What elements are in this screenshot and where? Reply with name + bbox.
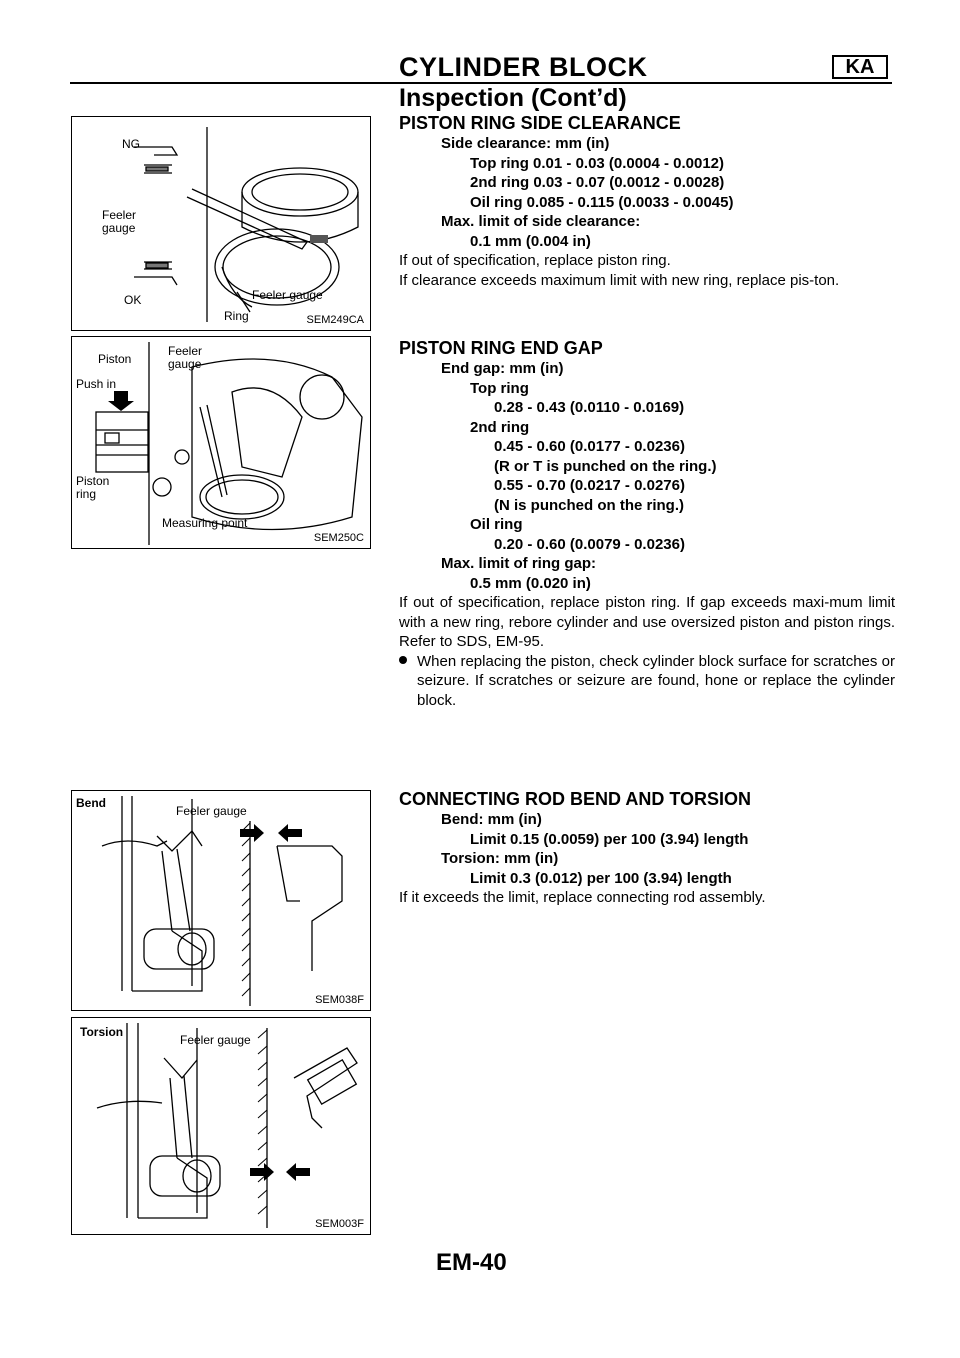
section-side-clearance xyxy=(399,112,895,290)
figure-side-clearance xyxy=(71,116,371,331)
spec-bend-label: Bend: mm (in) xyxy=(441,811,542,828)
paragraph: If out of specification, replace piston ring. xyxy=(399,252,671,269)
spec-top-ring: Top ring 0.01 - 0.03 (0.0004 - 0.0012) xyxy=(470,154,725,172)
figure-code: SEM250C xyxy=(313,532,364,544)
label-feeler-gauge: Feeler gauge xyxy=(180,1033,251,1047)
label-ring: Ring xyxy=(224,309,249,323)
figure-code: SEM038F xyxy=(315,994,364,1006)
spec-top-value: 0.28 - 0.43 (0.0110 - 0.0169) xyxy=(494,399,685,416)
paragraph: If it exceeds the limit, replace connecting rod assembly. xyxy=(399,889,766,906)
spec-max-label: Max. limit of ring gap: xyxy=(441,555,597,572)
paragraph: If out of specification, replace piston ring. If gap exceeds maxi-mum limit with a new ring, rebore cylinder and use oversized piston and piston rings. Refer to SDS, EM-95. xyxy=(399,594,895,650)
label-feeler-gauge-left: Feeler gauge xyxy=(102,208,137,235)
label-feeler-gauge: Feeler gauge xyxy=(168,344,203,371)
engine-code-badge: KA xyxy=(832,55,888,79)
spec-second-value1: 0.45 - 0.60 (0.0177 - 0.0236) xyxy=(494,438,685,455)
label-piston-ring: Piston ring xyxy=(76,474,110,501)
spec-top-ring: Top ring xyxy=(470,379,529,397)
rod-bend-illustration xyxy=(72,791,369,1009)
spec-torsion-label: Torsion: mm (in) xyxy=(441,850,559,867)
bullet-dot-icon xyxy=(399,656,407,664)
spec-bend-value: Limit 0.15 (0.0059) per 100 (3.94) length xyxy=(470,830,749,848)
figure-code: SEM249CA xyxy=(306,314,364,326)
spec-oil-value: 0.20 - 0.60 (0.0079 - 0.0236) xyxy=(494,535,685,553)
rod-torsion-illustration xyxy=(72,1018,369,1233)
label-torsion: Torsion xyxy=(80,1025,124,1039)
section-rod-bend-torsion xyxy=(399,788,895,908)
bullet-item xyxy=(399,652,895,711)
section-heading: PISTON RING END GAP xyxy=(399,338,603,358)
spec-max-value: 0.1 mm (0.004 in) xyxy=(470,232,591,250)
spec-max-label: Max. limit of side clearance: xyxy=(441,213,641,230)
label-feeler-gauge: Feeler gauge xyxy=(176,804,247,818)
spec-oil-ring: Oil ring xyxy=(470,516,523,533)
spec-label: Side clearance: mm (in) xyxy=(441,135,610,152)
label-measuring-point: Measuring point xyxy=(162,516,248,530)
figure-rod-torsion xyxy=(71,1017,371,1235)
figure-code: SEM003F xyxy=(315,1218,364,1230)
page-number: EM-40 xyxy=(436,1249,507,1276)
section-heading: PISTON RING SIDE CLEARANCE xyxy=(399,113,681,133)
section-heading: CONNECTING ROD BEND AND TORSION xyxy=(399,789,752,809)
label-piston: Piston xyxy=(98,352,132,366)
label-ok: OK xyxy=(124,293,142,307)
spec-torsion-value: Limit 0.3 (0.012) per 100 (3.94) length xyxy=(470,869,732,887)
figure-end-gap xyxy=(71,336,371,549)
spec-oil-ring: Oil ring 0.085 - 0.115 (0.0033 - 0.0045) xyxy=(470,193,734,211)
spec-label: End gap: mm (in) xyxy=(441,360,564,377)
label-push-in: Push in xyxy=(76,377,117,391)
spec-second-note2: (N is punched on the ring.) xyxy=(494,496,684,514)
label-ng: NG xyxy=(122,137,140,151)
spec-second-note1: (R or T is punched on the ring.) xyxy=(494,457,717,475)
spec-second-value2: 0.55 - 0.70 (0.0217 - 0.0276) xyxy=(494,477,685,494)
spec-max-value: 0.5 mm (0.020 in) xyxy=(470,574,591,592)
bullet-text: When replacing the piston, check cylinder block surface for scratches or seizure. If scratches or seizure are found, hone or replace the cylinder block. xyxy=(417,652,895,709)
figure-rod-bend xyxy=(71,790,371,1011)
paragraph: If clearance exceeds maximum limit with new ring, replace pis-ton. xyxy=(399,271,840,289)
spec-second-ring: 2nd ring xyxy=(470,418,530,436)
spec-second-ring: 2nd ring 0.03 - 0.07 (0.0012 - 0.0028) xyxy=(470,174,725,191)
page-header-title: CYLINDER BLOCK xyxy=(399,52,648,82)
label-feeler-gauge: Feeler gauge xyxy=(252,288,323,302)
label-bend: Bend xyxy=(76,796,106,810)
page-subtitle: Inspection (Cont’d) xyxy=(399,84,627,112)
section-end-gap xyxy=(399,337,895,710)
